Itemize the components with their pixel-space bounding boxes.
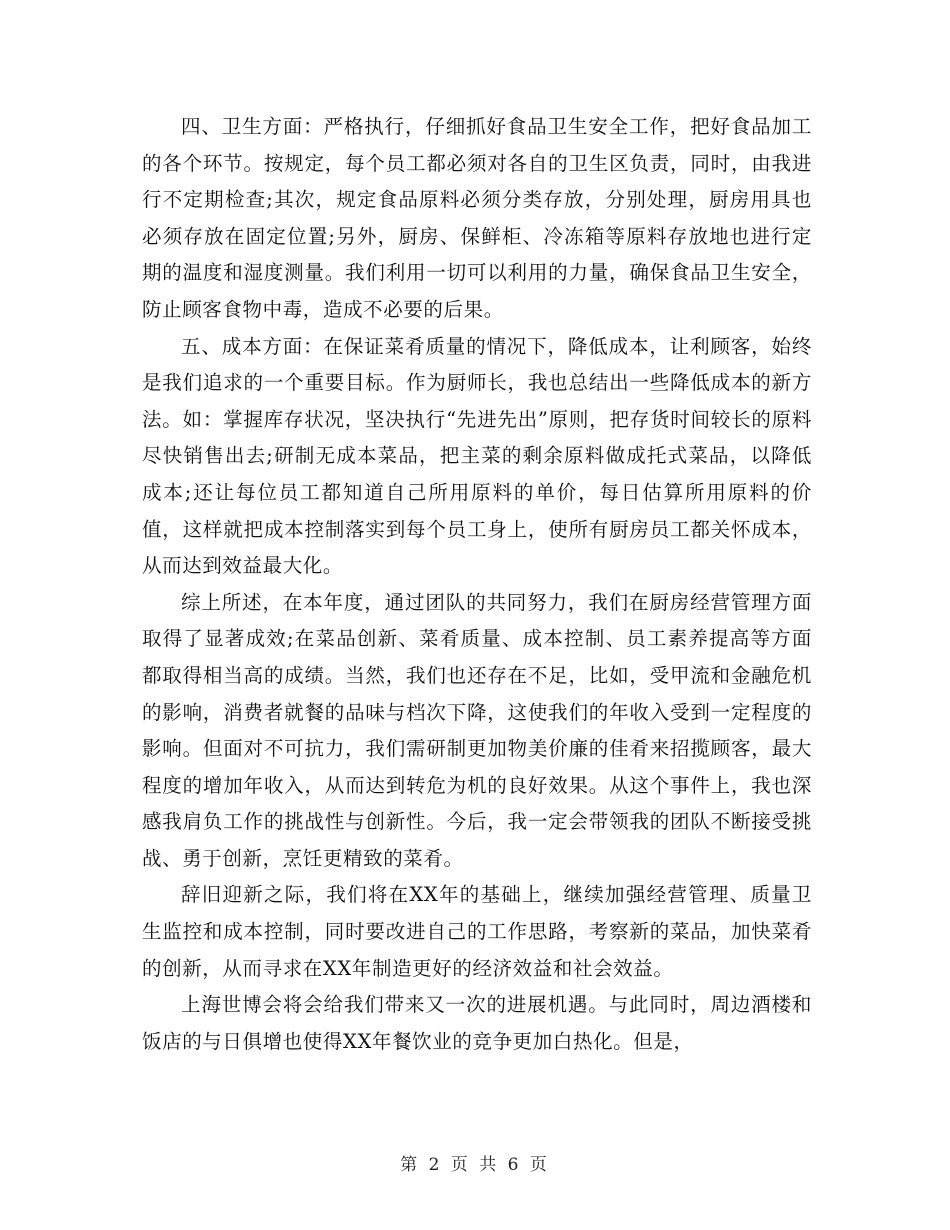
paragraph-new-year: 辞旧迎新之际，我们将在XX年的基础上，继续加强经营管理、质量卫生监控和成本控制，同时要改进自己的工作思路，考察新的菜品，加快菜肴的创新，从而寻求在XX年制造更好的经济效益和社会效益。 [142,883,812,980]
paragraph-expo: 上海世博会将会给我们带来又一次的进展机遇。与此同时，周边酒楼和饭店的与日俱增也使得XX年餐饮业的竞争更加白热化。但是， [142,993,812,1053]
page-number-footer: 第 2 页 共 6 页 [400,1155,550,1175]
paragraph-summary: 综上所述，在本年度，通过团队的共同努力，我们在厨房经营管理方面取得了显著成效;在菜品创新、菜肴质量、成本控制、员工素养提高等方面都取得相当高的成绩。当然，我们也还存在不足，比如，受甲流和金融危机的影响，消费者就餐的品味与档次下降，这使我们的年收入受到一定程度的影响。但面对不可抗力，我们需研制更加物美价廉的佳肴来招揽顾客，最大程度的增加年收入，从而达到转危为机的良好效果。从这个事件上，我也深感我肩负工作的挑战性与创新性。今后，我一定会带领我的团队不断接受挑战、勇于创新，烹饪更精致的菜肴。 [142,590,812,870]
paragraph-hygiene: 四、卫生方面：严格执行，仔细抓好食品卫生安全工作，把好食品加工的各个环节。按规定，每个员工都必须对各自的卫生区负责，同时，由我进行不定期检查;其次，规定食品原料必须分类存放，分别处理，厨房用具也必须存放在固定位置;另外，厨房、保鲜柜、冷冻箱等原料存放地也进行定期的温度和湿度测量。我们利用一切可以利用的力量，确保食品卫生安全，防止顾客食物中毒，造成不必要的后果。 [142,115,812,321]
paragraph-cost: 五、成本方面：在保证菜肴质量的情况下，降低成本，让利顾客，始终是我们追求的一个重要目标。作为厨师长，我也总结出一些降低成本的新方法。如：掌握库存状况，坚决执行“先进先出”原则，把存货时间较长的原料尽快销售出去;研制无成本菜品，把主菜的剩余原料做成托式菜品，以降低成本;还让每位员工都知道自己所用原料的单价，每日估算所用原料的价值，这样就把成本控制落实到每个员工身上，使所有厨房员工都关怀成本，从而达到效益最大化。 [142,334,812,578]
document-body [142,109,812,1060]
